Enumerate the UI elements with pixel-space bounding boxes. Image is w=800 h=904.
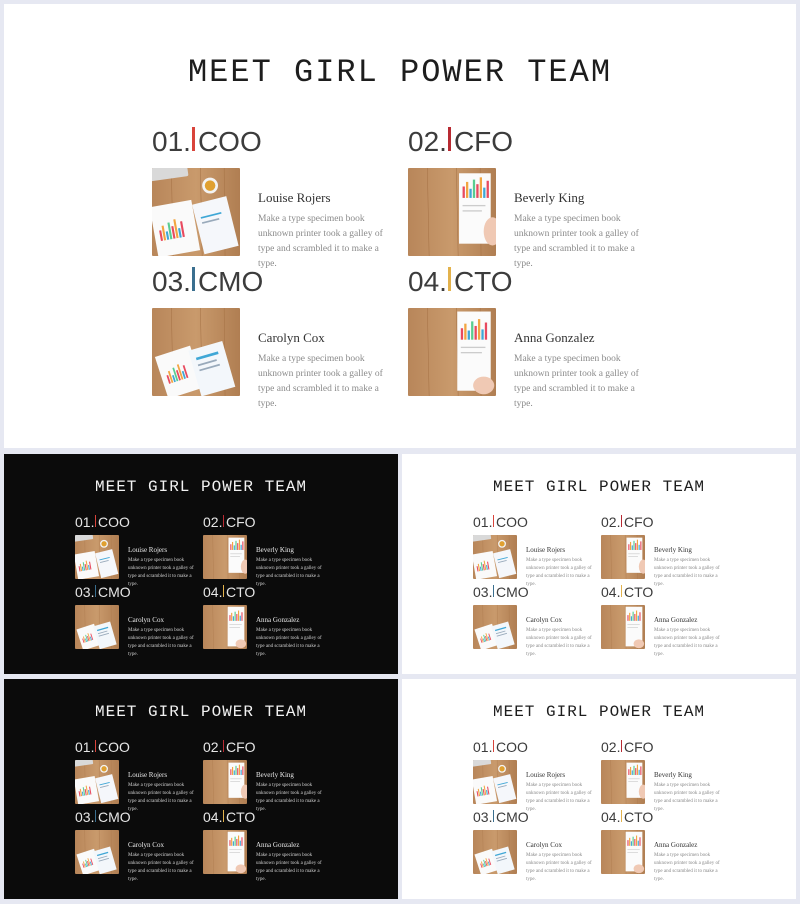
member-description: Make a type specimen book unknown printer took a galley of type and scrambled it to make a type. [256,853,322,882]
member-card-cto [203,584,323,657]
slide-light-2[interactable] [402,679,796,899]
member-heading [473,514,528,530]
accent-bar [621,740,623,752]
member-number: 01. [75,739,95,755]
member-card-cfo [601,514,721,587]
member-number: 04. [203,809,223,825]
member-card-coo [473,514,593,587]
member-name: Carolyn Cox [128,616,164,624]
member-name: Louise Rojers [128,771,168,779]
hand-holding-chart-photo [203,760,247,804]
member-description: Make a type specimen book unknown printer took a galley of type and scrambled it to make a type. [128,628,194,657]
member-description: Make a type specimen book unknown printer took a galley of type and scrambled it to make a type. [514,214,639,269]
accent-bar [493,585,495,597]
member-role: CTO [453,266,513,297]
member-number: 01. [152,126,191,157]
member-description: Make a type specimen book unknown printer took a galley of type and scrambled it to make a type. [526,628,592,657]
member-number: 04. [601,584,621,600]
member-heading [473,739,528,755]
member-card-cmo [473,809,593,882]
member-number: 01. [473,739,493,755]
member-description: Make a type specimen book unknown printer took a galley of type and scrambled it to make a type. [256,783,322,812]
member-heading [601,514,654,530]
member-card-coo [75,514,195,587]
member-name: Carolyn Cox [258,330,325,345]
slide-title: MEET GIRL POWER TEAM [187,54,613,91]
accent-bar [621,585,623,597]
member-heading [408,266,513,298]
member-heading [203,584,255,600]
member-heading [408,126,513,158]
hand-holding-chart-photo [601,760,645,804]
member-number: 02. [408,126,447,157]
documents-on-desk-photo [473,605,517,649]
member-role: CFO [225,739,256,755]
member-description: Make a type specimen book unknown printer took a galley of type and scrambled it to make a type. [514,354,639,409]
member-number: 04. [601,809,621,825]
member-name: Anna Gonzalez [654,616,698,624]
member-role: COO [97,514,130,530]
member-name: Carolyn Cox [128,841,164,849]
accent-bar [223,740,225,752]
member-number: 03. [75,584,95,600]
member-role: CMO [495,584,529,600]
member-card-cmo [473,584,593,657]
member-card-cfo [203,739,323,812]
member-role: CMO [97,809,131,825]
member-name: Carolyn Cox [526,841,562,849]
member-number: 04. [203,584,223,600]
member-heading [601,584,653,600]
member-heading [75,739,130,755]
laptop-coffee-charts-photo [473,760,517,804]
member-number: 03. [75,809,95,825]
documents-on-desk-photo [75,605,119,649]
accent-bar [621,515,623,527]
accent-bar [95,740,97,752]
documents-on-desk-photo [75,830,119,874]
member-heading [203,809,255,825]
member-role: COO [97,739,130,755]
member-card-coo [75,739,195,812]
member-number: 03. [473,584,493,600]
member-number: 02. [601,514,621,530]
member-role: CMO [495,809,529,825]
member-number: 01. [473,514,493,530]
member-role: CTO [623,809,654,825]
slide-title: MEET GIRL POWER TEAM [94,478,308,496]
hand-holding-chart-photo [203,535,247,579]
accent-bar [192,127,195,151]
member-card-cmo [75,584,195,657]
member-name: Beverly King [654,771,692,779]
member-card-cto [408,266,648,409]
member-role: CTO [225,809,256,825]
hand-pointing-chart-photo [203,605,247,649]
hand-holding-chart-photo [408,168,496,256]
member-card-cto [203,809,323,882]
accent-bar [223,515,225,527]
member-name: Louise Rojers [526,546,566,554]
member-description: Make a type specimen book unknown printer took a galley of type and scrambled it to make a type. [654,783,720,812]
slide-title: MEET GIRL POWER TEAM [94,703,308,721]
accent-bar [95,515,97,527]
member-name: Louise Rojers [526,771,566,779]
member-name: Carolyn Cox [526,616,562,624]
member-description: Make a type specimen book unknown printer took a galley of type and scrambled it to make a type. [526,558,592,587]
member-heading [203,514,256,530]
documents-on-desk-photo [152,308,240,396]
member-card-cto [601,809,721,882]
documents-on-desk-photo [473,830,517,874]
hand-pointing-chart-photo [408,308,496,396]
laptop-coffee-charts-photo [152,168,240,256]
member-heading [473,809,529,825]
member-number: 02. [203,739,223,755]
member-role: CFO [623,739,654,755]
member-card-cmo [75,809,195,882]
member-description: Make a type specimen book unknown printer took a galley of type and scrambled it to make a type. [256,628,322,657]
laptop-coffee-charts-photo [473,535,517,579]
member-card-coo [473,739,593,812]
accent-bar [223,810,225,822]
accent-bar [95,810,97,822]
member-description: Make a type specimen book unknown printer took a galley of type and scrambled it to make a type. [128,783,194,812]
laptop-coffee-charts-photo [75,535,119,579]
member-heading [203,739,256,755]
member-description: Make a type specimen book unknown printer took a galley of type and scrambled it to make a type. [526,783,592,812]
member-heading [601,809,653,825]
member-heading [75,809,131,825]
member-card-cfo [203,514,323,587]
slide-dark-2[interactable] [4,679,398,899]
member-name: Beverly King [654,546,692,554]
member-name: Beverly King [256,546,294,554]
accent-bar [192,267,195,291]
member-heading [75,584,131,600]
slide-title: MEET GIRL POWER TEAM [492,703,706,721]
accent-bar [95,585,97,597]
member-role: COO [495,739,528,755]
member-role: COO [495,514,528,530]
accent-bar [448,267,451,291]
member-number: 03. [473,809,493,825]
member-card-cfo [408,126,648,269]
member-description: Make a type specimen book unknown printer took a galley of type and scrambled it to make a type. [654,558,720,587]
member-card-coo [152,126,392,269]
member-number: 01. [75,514,95,530]
member-role: CFO [225,514,256,530]
accent-bar [493,515,495,527]
member-name: Anna Gonzalez [256,616,300,624]
accent-bar [493,810,495,822]
member-name: Beverly King [256,771,294,779]
hand-pointing-chart-photo [601,605,645,649]
member-heading [75,514,130,530]
member-description: Make a type specimen book unknown printer took a galley of type and scrambled it to make a type. [526,853,592,882]
accent-bar [621,810,623,822]
member-heading [152,126,262,158]
member-heading [601,739,654,755]
member-role: CMO [197,266,264,297]
accent-bar [448,127,451,151]
member-role: CTO [623,584,654,600]
slide-title: MEET GIRL POWER TEAM [492,478,706,496]
member-name: Anna Gonzalez [654,841,698,849]
slide-light-1[interactable] [402,454,796,674]
member-number: 02. [601,739,621,755]
member-role: COO [197,126,262,157]
member-card-cmo [152,266,392,409]
accent-bar [223,585,225,597]
member-heading [473,584,529,600]
member-description: Make a type specimen book unknown printer took a galley of type and scrambled it to make a type. [654,853,720,882]
member-name: Louise Rojers [258,190,331,205]
member-heading [152,266,263,298]
member-name: Louise Rojers [128,546,168,554]
member-description: Make a type specimen book unknown printer took a galley of type and scrambled it to make a type. [258,214,383,269]
accent-bar [493,740,495,752]
member-number: 04. [408,266,447,297]
member-number: 02. [203,514,223,530]
hand-pointing-chart-photo [203,830,247,874]
member-card-cto [601,584,721,657]
member-role: CTO [225,584,256,600]
member-description: Make a type specimen book unknown printer took a galley of type and scrambled it to make a type. [258,354,383,409]
member-name: Anna Gonzalez [256,841,300,849]
member-card-cfo [601,739,721,812]
hand-holding-chart-photo [601,535,645,579]
member-name: Anna Gonzalez [514,330,595,345]
slide-main[interactable] [4,4,796,448]
member-name: Beverly King [514,190,585,205]
member-description: Make a type specimen book unknown printer took a galley of type and scrambled it to make a type. [654,628,720,657]
slide-dark-1[interactable] [4,454,398,674]
member-role: CFO [453,126,514,157]
member-description: Make a type specimen book unknown printer took a galley of type and scrambled it to make a type. [256,558,322,587]
member-number: 03. [152,266,191,297]
member-description: Make a type specimen book unknown printer took a galley of type and scrambled it to make a type. [128,853,194,882]
member-role: CMO [97,584,131,600]
member-description: Make a type specimen book unknown printer took a galley of type and scrambled it to make a type. [128,558,194,587]
laptop-coffee-charts-photo [75,760,119,804]
member-role: CFO [623,514,654,530]
hand-pointing-chart-photo [601,830,645,874]
